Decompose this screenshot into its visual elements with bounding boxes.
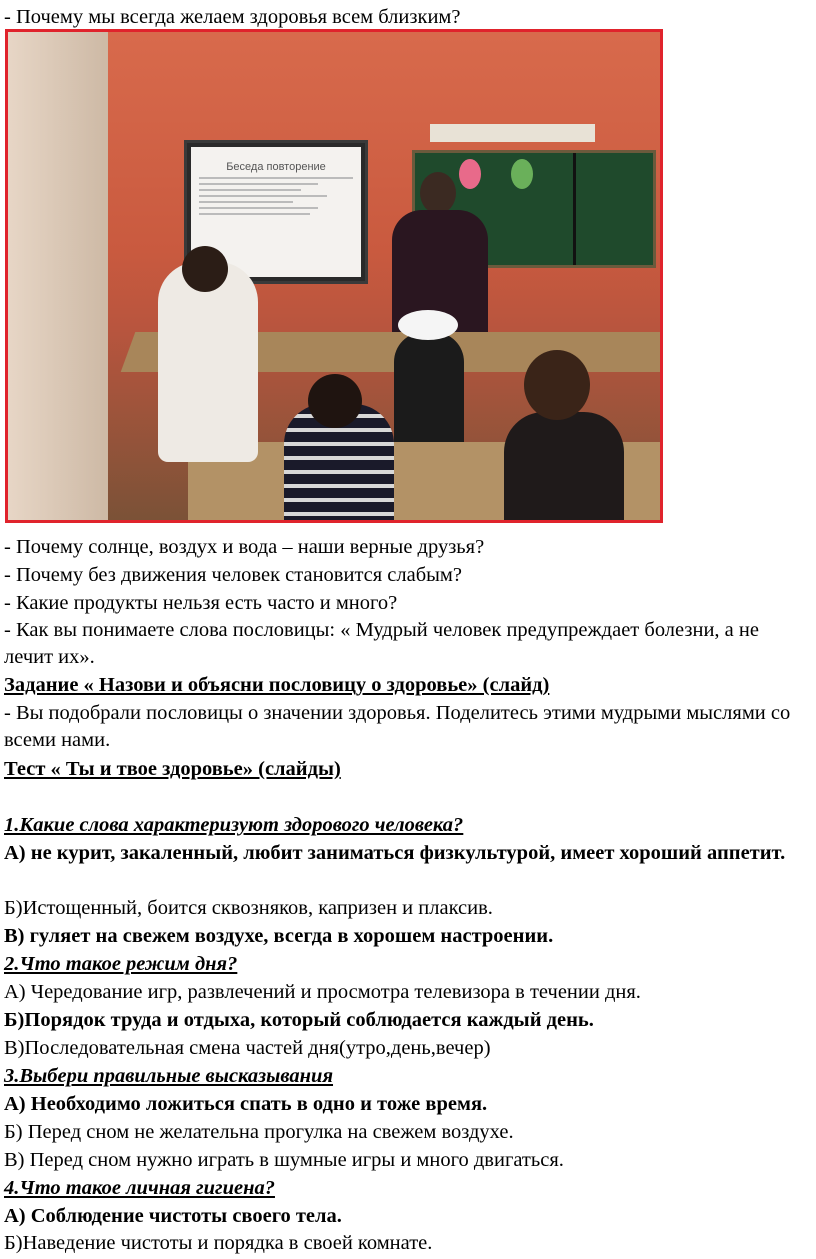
test-question: 1.Какие слова характеризуют здорового человека? — [4, 814, 464, 836]
question-line: - Почему без движения человек становится слабым? — [4, 564, 463, 586]
question-line: - Почему солнце, воздух и вода – наши верные друзья? — [4, 536, 485, 558]
test-answer: В) гуляет на свежем воздухе, всегда в хорошем настроении. — [4, 925, 554, 947]
test-question: 3.Выбери правильные высказывания — [4, 1065, 334, 1087]
task-heading: Задание « Назови и объясни пословицу о здоровье» (слайд) — [4, 674, 550, 696]
student-standing — [158, 262, 258, 462]
student-girl — [394, 332, 464, 442]
classroom-photo — [5, 29, 663, 523]
test-answer: А) Чередование игр, развлечений и просмотра телевизора в течении дня. — [4, 981, 641, 1003]
test-answer: В)Последовательная смена частей дня(утро,день,вечер) — [4, 1037, 491, 1059]
test-answer: А) Необходимо ложиться спать в одно и тоже время. — [4, 1093, 488, 1115]
test-answer: А) не курит, закаленный, любит заниматься физкультурой, имеет хороший аппетит. — [4, 842, 786, 864]
teacher-head — [420, 172, 456, 214]
test-question: 2.Что такое режим дня? — [4, 953, 238, 975]
test-heading: Тест « Ты и твое здоровье» (слайды) — [4, 758, 341, 780]
test-answer: Б)Порядок труда и отдыха, который соблюдается каждый день. — [4, 1009, 594, 1031]
student-head-seated — [308, 374, 362, 428]
test-answer: А) Соблюдение чистоты своего тела. — [4, 1205, 342, 1227]
student-right — [504, 412, 624, 522]
student-head — [182, 246, 228, 292]
student-head-right — [524, 350, 590, 420]
question-line: - Какие продукты нельзя есть часто и много? — [4, 592, 398, 614]
window-curtain — [8, 32, 108, 522]
board-banner — [430, 124, 595, 142]
test-answer: Б)Наведение чистоты и порядка в своей комнате. — [4, 1232, 433, 1254]
screen-title: Беседа повторение — [226, 161, 326, 173]
test-question: 4.Что такое личная гигиена? — [4, 1177, 275, 1199]
test-answer: Б) Перед сном не желательна прогулка на свежем воздухе. — [4, 1121, 514, 1143]
question-line: - Почему мы всегда желаем здоровья всем близким? — [4, 6, 461, 28]
question-line: - Как вы понимаете слова пословицы: « Мудрый человек предупреждает болезни, а не лечит их». — [4, 619, 759, 668]
hair-bow — [398, 310, 458, 340]
test-answer: Б)Истощенный, боится сквозняков, капризен и плаксив. — [4, 897, 493, 919]
task-text: - Вы подобрали пословицы о значении здоровья. Поделитесь этими мудрыми мыслями со всеми нами. — [4, 702, 791, 751]
test-answer: В) Перед сном нужно играть в шумные игры и много двигаться. — [4, 1149, 564, 1171]
